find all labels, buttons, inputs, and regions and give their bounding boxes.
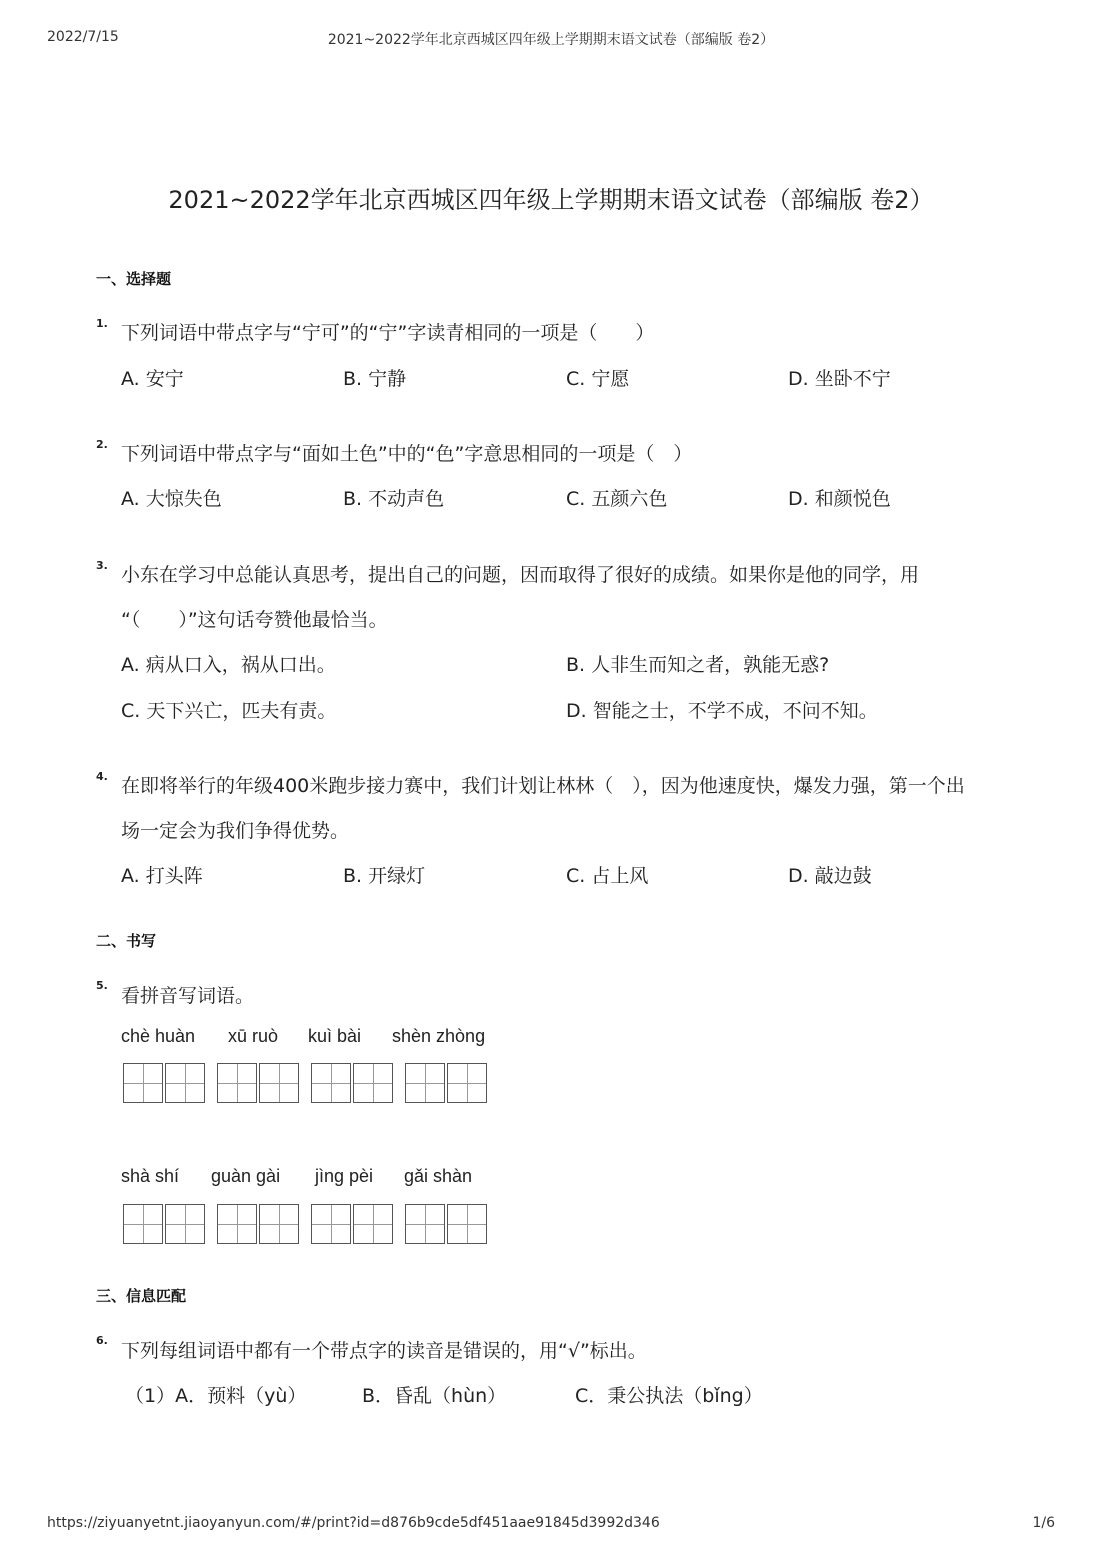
writing-grid-row [123,1204,499,1244]
section-heading-writing: 二、书写 [96,932,157,950]
option-b: B. 宁静 [343,368,407,390]
question-number: 3. [96,559,108,572]
option-b: B. 开绿灯 [343,865,426,887]
writing-box[interactable] [405,1063,489,1103]
option-c: C. 天下兴亡，匹夫有责。 [121,700,337,722]
option-d: D. 智能之士，不学不成，不问不知。 [566,700,878,722]
footer-page-number: 1/6 [1032,1515,1055,1531]
question-number: 4. [96,770,108,783]
option-c: C. 宁愿 [566,368,630,390]
option-d: D. 坐卧不宁 [788,368,891,390]
pinyin-label: gǎi shàn [404,1166,473,1186]
option-c: C. 占上风 [566,865,649,887]
option-b: B. 人非生而知之者，孰能无惑? [566,654,830,676]
question-text: 在即将举行的年级400米跑步接力赛中，我们计划让林林（ ），因为他速度快，爆发力强，第一个出 [121,775,965,797]
pinyin-label: kuì bài [308,1026,362,1046]
pinyin-label: guàn gài [211,1166,281,1186]
question-number: 6. [96,1334,108,1347]
pinyin-label: jìng pèi [315,1166,374,1186]
writing-box[interactable] [311,1204,395,1244]
pinyin-label: shà shí [121,1166,180,1186]
question-text: 下列词语中带点字与“宁可”的“宁”字读青相同的一项是（ ） [121,322,655,344]
option-d: D. 和颜悦色 [788,488,891,510]
footer-url[interactable]: https://ziyuanyetnt.jiaoyanyun.com/#/print?id=d876b9cde5df451aae91845d3992d346 [47,1515,660,1531]
question-number: 1. [96,317,108,330]
writing-box[interactable] [123,1063,207,1103]
option-a: A. 打头阵 [121,865,203,887]
question-text-continued: 场一定会为我们争得优势。 [121,820,350,842]
header-title: 2021~2022学年北京西城区四年级上学期期末语文试卷（部编版 卷2） [327,32,775,48]
section-heading-choice: 一、选择题 [96,270,172,288]
option-c: C．秉公执法（bǐng） [575,1385,763,1407]
option-b: B．昏乱（hùn） [362,1385,507,1407]
document-title: 2021~2022学年北京西城区四年级上学期期末语文试卷（部编版 卷2） [168,186,934,214]
question-text-continued: “（ ）”这句话夸赞他最恰当。 [121,609,388,631]
question-number: 2. [96,438,108,451]
pinyin-label: shèn zhòng [392,1026,486,1046]
writing-box[interactable] [217,1204,301,1244]
writing-box[interactable] [123,1204,207,1244]
option-d: D. 敲边鼓 [788,865,872,887]
writing-grid-row [123,1063,499,1103]
pinyin-label: xū ruò [228,1026,279,1046]
option-b: B. 不动声色 [343,488,445,510]
question-text: 下列每组词语中都有一个带点字的读音是错误的，用“√”标出。 [121,1340,647,1362]
option-a: A. 大惊失色 [121,488,222,510]
writing-box[interactable] [311,1063,395,1103]
option-a: （1）A．预料（yù） [125,1385,307,1407]
option-c: C. 五颜六色 [566,488,668,510]
option-a: A. 安宁 [121,368,184,390]
question-text: 小东在学习中总能认真思考，提出自己的问题，因而取得了很好的成绩。如果你是他的同学，用 [121,564,920,586]
pinyin-label: chè huàn [121,1026,196,1046]
section-heading-matching: 三、信息匹配 [96,1287,187,1305]
writing-box[interactable] [405,1204,489,1244]
option-a: A. 病从口入，祸从口出。 [121,654,336,676]
header-date: 2022/7/15 [47,29,119,45]
writing-box[interactable] [217,1063,301,1103]
question-text: 看拼音写词语。 [121,985,255,1007]
question-number: 5. [96,979,108,992]
question-text: 下列词语中带点字与“面如土色”中的“色”字意思相同的一项是（ ） [121,443,693,465]
